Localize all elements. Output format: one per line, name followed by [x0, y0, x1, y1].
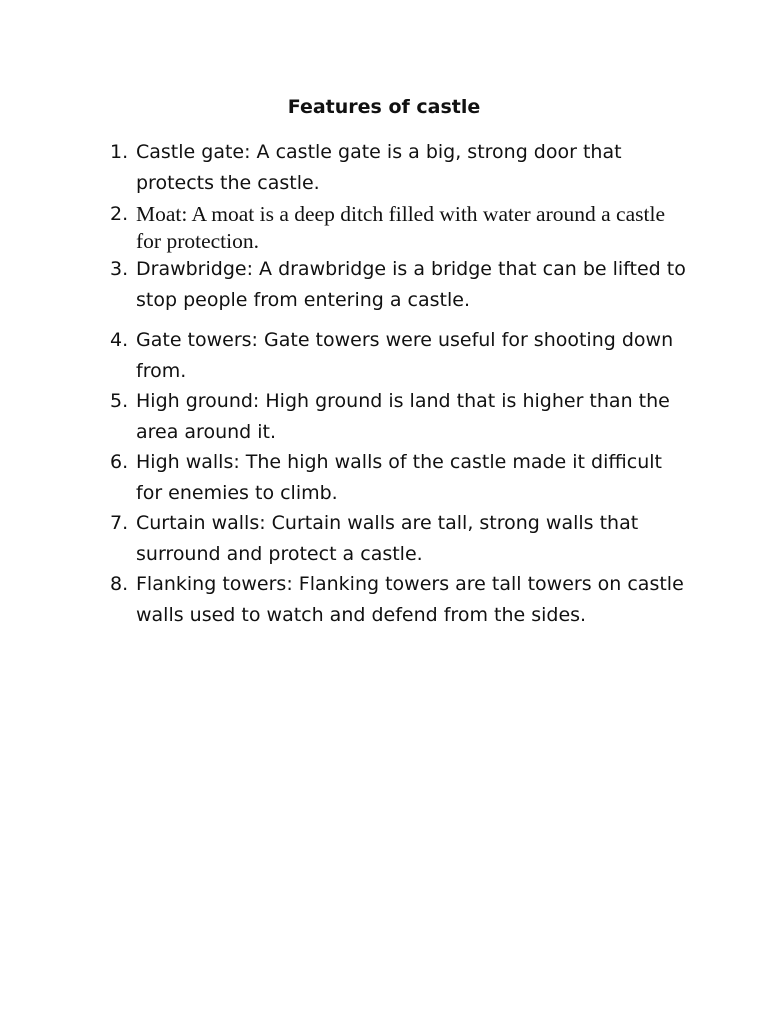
item-number: 4.: [110, 329, 129, 351]
item-number: 5.: [110, 390, 129, 412]
item-number: 2.: [110, 203, 129, 225]
list-item: [110, 386, 690, 447]
item-number: 8.: [110, 573, 129, 595]
item-number: 6.: [110, 451, 129, 473]
item-number: 7.: [110, 512, 129, 534]
item-text: Gate towers: Gate towers were useful for shooting down from.: [136, 329, 674, 382]
features-list: [110, 137, 690, 630]
list-item: [110, 325, 690, 386]
item-text: Drawbridge: A drawbridge is a bridge that can be lifted to stop people from entering a castle.: [136, 258, 686, 311]
document-title: Features of castle: [287, 96, 481, 118]
list-item: [110, 201, 690, 254]
list-item: [110, 569, 690, 630]
list-item: [110, 508, 690, 569]
item-number: 1.: [110, 141, 129, 163]
list-item: [110, 254, 690, 315]
item-text: Moat: A moat is a deep ditch filled with water around a castle for protection.: [136, 202, 665, 253]
list-item: [110, 447, 690, 508]
item-text: Flanking towers: Flanking towers are tall towers on castle walls used to watch and defend from the sides.: [136, 573, 684, 626]
item-number: 3.: [110, 258, 129, 280]
item-text: Curtain walls: Curtain walls are tall, strong walls that surround and protect a castle.: [136, 512, 639, 565]
item-text: High walls: The high walls of the castle made it difficult for enemies to climb.: [136, 451, 662, 504]
item-text: High ground: High ground is land that is higher than the area around it.: [136, 390, 670, 443]
list-item: [110, 137, 690, 198]
item-text: Castle gate: A castle gate is a big, strong door that protects the castle.: [136, 141, 622, 194]
